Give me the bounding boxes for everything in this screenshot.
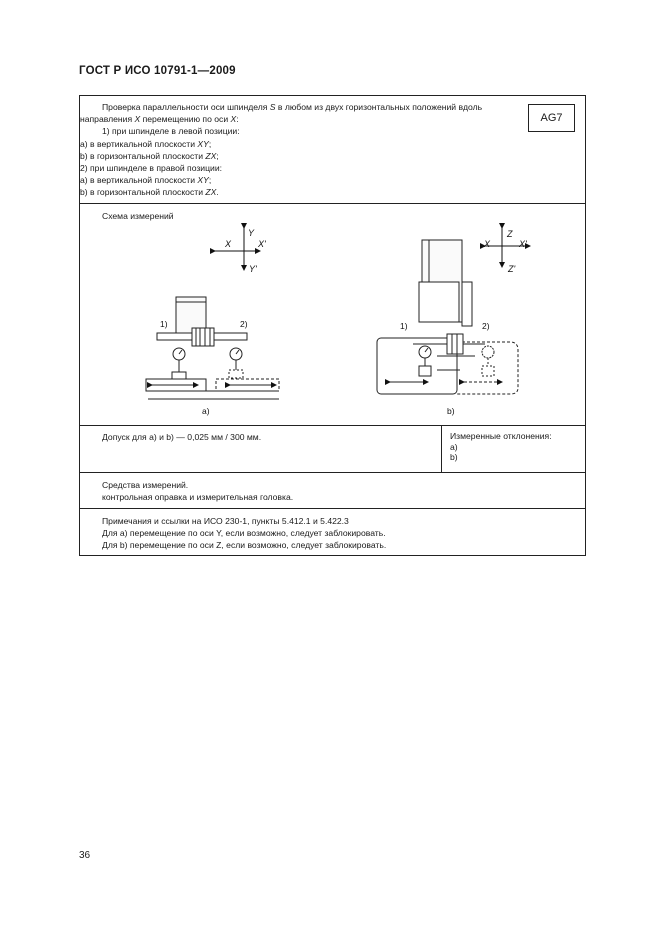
page-number: 36: [79, 850, 91, 861]
description-line-2: направления X перемещению по оси X:: [80, 114, 239, 125]
axis-label: X: [225, 239, 232, 249]
axis-label: X': [519, 239, 527, 249]
description-item: a) в вертикальной плоскости XY;: [80, 138, 212, 149]
note-line: Для a) перемещение по оси Y, если возможно, следует заблокировать.: [102, 528, 386, 539]
position-label: 2): [482, 321, 490, 331]
measurement-diagram-section: [80, 204, 585, 426]
position-label: 1): [160, 319, 168, 329]
figure-a-vertical-spindle: [146, 297, 279, 399]
test-description: [80, 101, 520, 199]
description-item: b) в горизонтальной плоскости ZX.: [80, 187, 219, 198]
column-divider: [441, 426, 442, 472]
note-line: Для b) перемещение по оси Z, если возможно, следует заблокировать.: [102, 540, 387, 551]
measuring-instruments: [102, 479, 293, 503]
diagram-heading: Схема измерений: [102, 211, 174, 221]
instruments-title: Средства измерений.: [102, 480, 189, 490]
test-sheet-table: [79, 95, 586, 556]
measured-deviations: [450, 431, 552, 463]
description-item: b) в горизонтальной плоскости ZX;: [80, 150, 219, 161]
measurement-schematic: [80, 204, 585, 426]
document-header: ГОСТ Р ИСО 10791-1—2009: [79, 65, 236, 77]
figure-b-horizontal-spindle: [377, 240, 518, 394]
axis-label: Z': [508, 264, 516, 274]
instruments-text: контрольная оправка и измерительная головка.: [102, 492, 294, 503]
notes: [102, 515, 386, 552]
axis-label: Y: [248, 228, 255, 238]
notes-section: [80, 509, 585, 555]
axes-cross-b: [483, 228, 530, 274]
axis-label: X: [484, 239, 491, 249]
position-label: 2): [240, 319, 248, 329]
axis-label: Y': [249, 264, 257, 274]
tolerance-text: Допуск для a) и b) — 0,025 мм / 300 мм.: [102, 432, 262, 442]
axis-label: Z: [507, 229, 513, 239]
description-item: 2) при шпинделе в правой позиции:: [80, 163, 223, 174]
tolerance-section: [80, 426, 585, 473]
test-code-badge: AG7: [528, 104, 575, 132]
description-item: a) в вертикальной плоскости XY;: [80, 175, 212, 186]
description-item: 1) при шпинделе в левой позиции:: [102, 126, 240, 137]
position-label: 1): [400, 321, 408, 331]
figure-caption-b: b): [447, 406, 455, 416]
test-description-section: [80, 96, 585, 204]
axes-cross-a: [215, 228, 266, 274]
axis-label: X': [258, 239, 266, 249]
figure-caption-a: a): [202, 406, 210, 416]
notes-title: Примечания и ссылки на ИСО 230-1, пункты 5.412.1 и 5.422.3: [102, 516, 349, 526]
deviation-a: a): [450, 441, 458, 452]
deviation-b: b): [450, 452, 458, 462]
deviations-label: Измеренные отклонения:: [450, 431, 552, 441]
measuring-instruments-section: [80, 473, 585, 509]
description-line-1: Проверка параллельности оси шпинделя S в любом из двух горизонтальных положений вдоль: [102, 102, 483, 112]
